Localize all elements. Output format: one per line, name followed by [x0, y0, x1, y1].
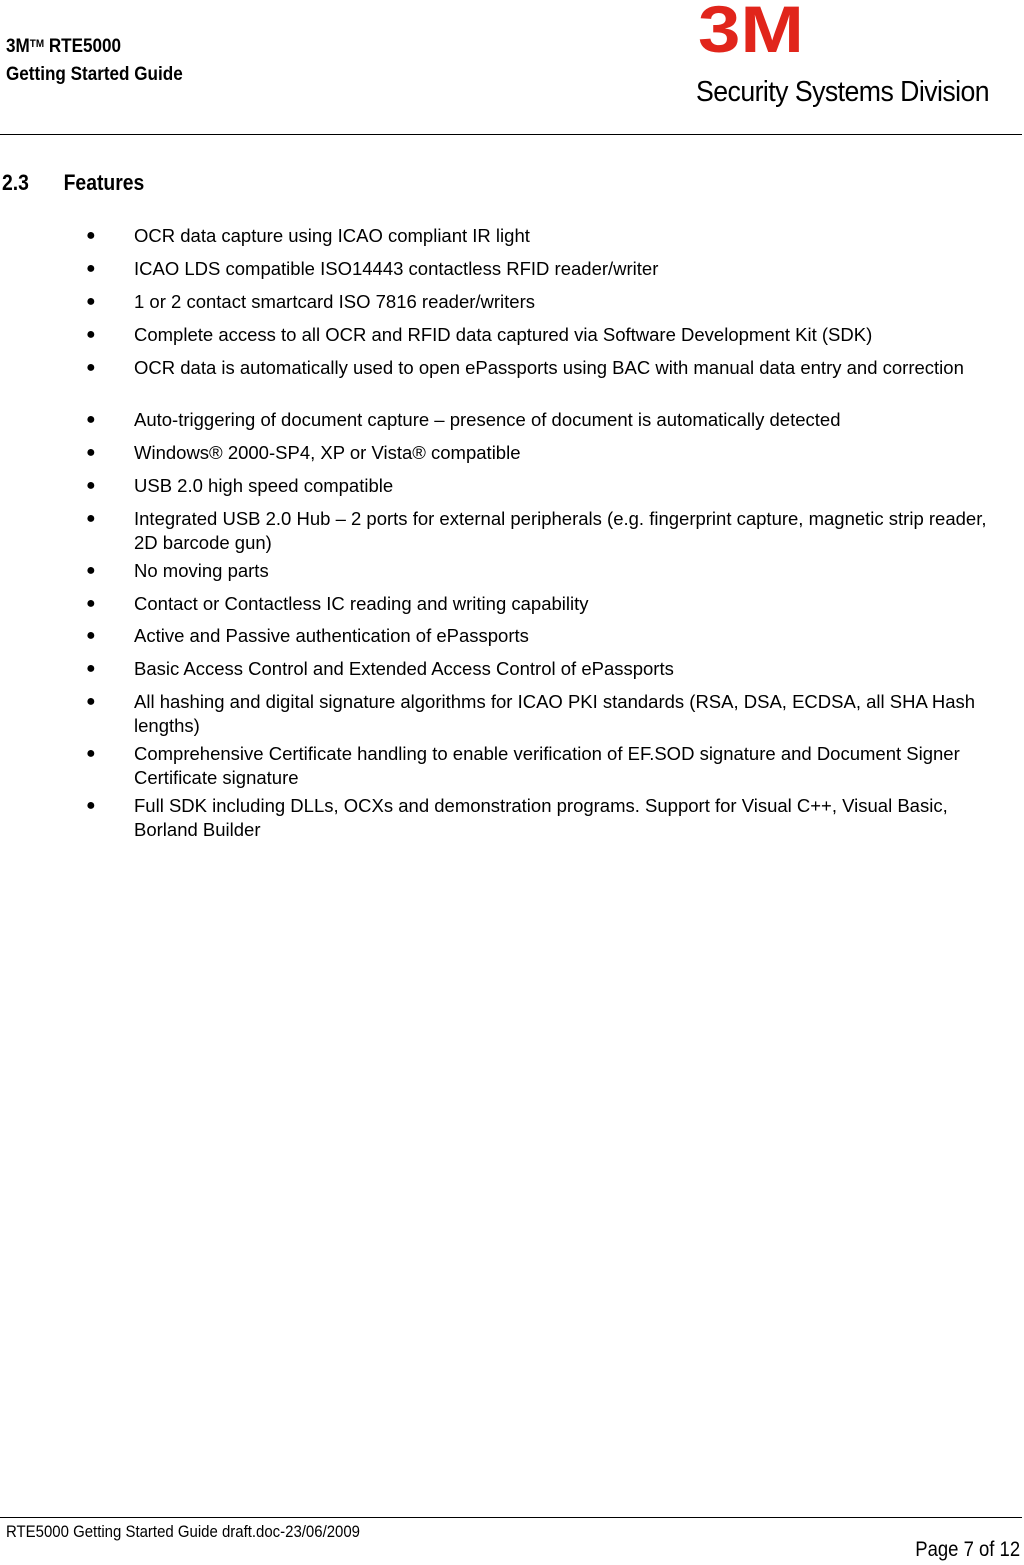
- section-number: 2.3: [2, 170, 29, 195]
- bullet-icon: ●: [86, 444, 96, 461]
- feature-text: USB 2.0 high speed compatible: [134, 475, 394, 496]
- feature-text: All hashing and digital signature algorithms for ICAO PKI standards (RSA, DSA, ECDSA, all SHA Hash lengths): [134, 691, 976, 736]
- footer-divider: [0, 1517, 1022, 1518]
- feature-item: [86, 742, 1014, 790]
- bullet-icon: ●: [86, 477, 96, 494]
- feature-text: No moving parts: [134, 560, 269, 581]
- feature-item: [86, 474, 1014, 498]
- bullet-icon: ●: [86, 595, 96, 612]
- section-heading: [2, 170, 144, 196]
- feature-item: [86, 559, 1014, 583]
- feature-item: [86, 794, 1014, 842]
- feature-item: [86, 356, 1014, 380]
- feature-item: [86, 290, 1014, 314]
- feature-item: [86, 507, 1014, 555]
- feature-item: [86, 257, 1014, 281]
- feature-item: [86, 690, 1014, 738]
- feature-text: OCR data is automatically used to open ePassports using BAC with manual data entry and correction: [134, 357, 964, 378]
- footer-filename: RTE5000 Getting Started Guide draft.doc-23/06/2009: [6, 1522, 361, 1541]
- header-divider: [0, 134, 1022, 135]
- bullet-icon: ●: [86, 745, 96, 762]
- page-number: Page 7 of 12: [915, 1538, 1020, 1561]
- bullet-icon: ●: [86, 562, 96, 579]
- bullet-icon: ●: [86, 660, 96, 677]
- feature-text: Integrated USB 2.0 Hub – 2 ports for external peripherals (e.g. fingerprint capture, magnetic strip reader, 2D barcode gun): [134, 508, 987, 553]
- bullet-icon: ●: [86, 293, 96, 310]
- feature-text: ICAO LDS compatible ISO14443 contactless RFID reader/writer: [134, 258, 659, 279]
- bullet-icon: ●: [86, 411, 96, 428]
- bullet-icon: ●: [86, 693, 96, 710]
- 3m-logo: [697, 2, 805, 54]
- feature-item: [86, 323, 1014, 347]
- feature-text: Windows® 2000-SP4, XP or Vista® compatible: [134, 442, 521, 463]
- feature-text: 1 or 2 contact smartcard ISO 7816 reader/writers: [134, 291, 536, 312]
- document-header: [6, 30, 183, 89]
- bullet-icon: ●: [86, 627, 96, 644]
- feature-item: [86, 441, 1014, 465]
- feature-item: [86, 224, 1014, 248]
- 3m-logo-text: 3M: [698, 2, 804, 54]
- feature-text: OCR data capture using ICAO compliant IR light: [134, 225, 530, 246]
- section-title: Features: [63, 170, 145, 195]
- feature-item: [86, 408, 1014, 432]
- bullet-icon: ●: [86, 797, 96, 814]
- feature-text: Full SDK including DLLs, OCXs and demonstration programs. Support for Visual C++, Visual Basic, Borland Builder: [134, 795, 948, 840]
- feature-text: Comprehensive Certificate handling to enable verification of EF.SOD signature and Document Signer Certificate signature: [134, 743, 960, 788]
- feature-text: Contact or Contactless IC reading and writing capability: [134, 593, 589, 614]
- feature-text: Complete access to all OCR and RFID data captured via Software Development Kit (SDK): [134, 324, 873, 345]
- feature-item: [86, 592, 1014, 616]
- product-title: 3M™ RTE5000: [6, 36, 122, 57]
- bullet-icon: ●: [86, 359, 96, 376]
- bullet-icon: ●: [86, 326, 96, 343]
- feature-text: Basic Access Control and Extended Access Control of ePassports: [134, 658, 674, 679]
- feature-text: Active and Passive authentication of ePassports: [134, 625, 529, 646]
- division-name: Security Systems Division: [696, 76, 990, 108]
- feature-item: [86, 624, 1014, 648]
- bullet-icon: ●: [86, 227, 96, 244]
- feature-item: [86, 657, 1014, 681]
- guide-title: Getting Started Guide: [6, 64, 183, 85]
- feature-text: Auto-triggering of document capture – presence of document is automatically detected: [134, 409, 841, 430]
- bullet-icon: ●: [86, 260, 96, 277]
- bullet-icon: ●: [86, 510, 96, 527]
- trademark-mark: TM: [29, 38, 45, 50]
